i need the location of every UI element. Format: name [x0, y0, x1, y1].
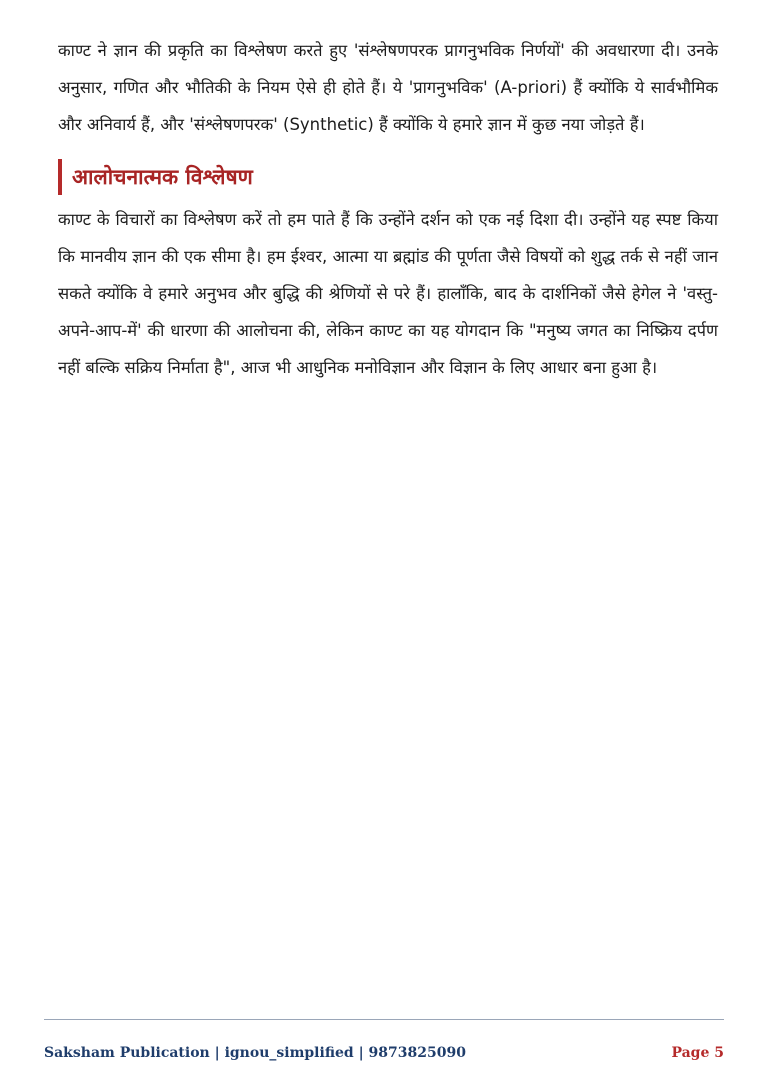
analysis-paragraph: काण्ट के विचारों का विश्लेषण करें तो हम पाते हैं कि उन्होंने दर्शन को एक नई दिशा दी। उन्होंने यह स्पष्ट किया कि मानवीय ज्ञान की एक सीमा है। हम ईश्वर, आत्मा या ब्रह्मांड की पूर्णता जैसे विषयों को शुद्ध तर्क से नहीं जान सकते क्योंकि वे हमारे अनुभव और बुद्धि की श्रेणियों से परे हैं। हालाँकि, बाद के दार्शनिकों जैसे हेगेल ने 'वस्तु-अपने-आप-में' की धारणा की आलोचना की, लेकिन काण्ट का यह योगदान कि "मनुष्य जगत का निष्क्रिय दर्पण नहीं बल्कि सक्रिय निर्माता है", आज भी आधुनिक मनोविज्ञान और विज्ञान के लिए आधार बना हुआ है। — [58, 210, 718, 377]
page-content — [58, 32, 718, 386]
section-heading: आलोचनात्मक विश्लेषण — [58, 159, 718, 195]
page-number: Page 5 — [671, 1045, 724, 1061]
intro-paragraph: काण्ट ने ज्ञान की प्रकृति का विश्लेषण करते हुए 'संश्लेषणपरक प्रागनुभविक निर्णयों' की अवधारणा दी। उनके अनुसार, गणित और भौतिकी के नियम ऐसे ही होते हैं। ये 'प्रागनुभविक' (A-priori) हैं क्योंकि ये सार्वभौमिक और अनिवार्य हैं, और 'संश्लेषणपरक' (Synthetic) हैं क्योंकि ये हमारे ज्ञान में कुछ नया जोड़ते हैं। — [58, 41, 718, 134]
footer-publisher-info: Saksham Publication | ignou_simplified | 9873825090 — [44, 1045, 466, 1061]
footer-divider — [44, 1019, 724, 1020]
